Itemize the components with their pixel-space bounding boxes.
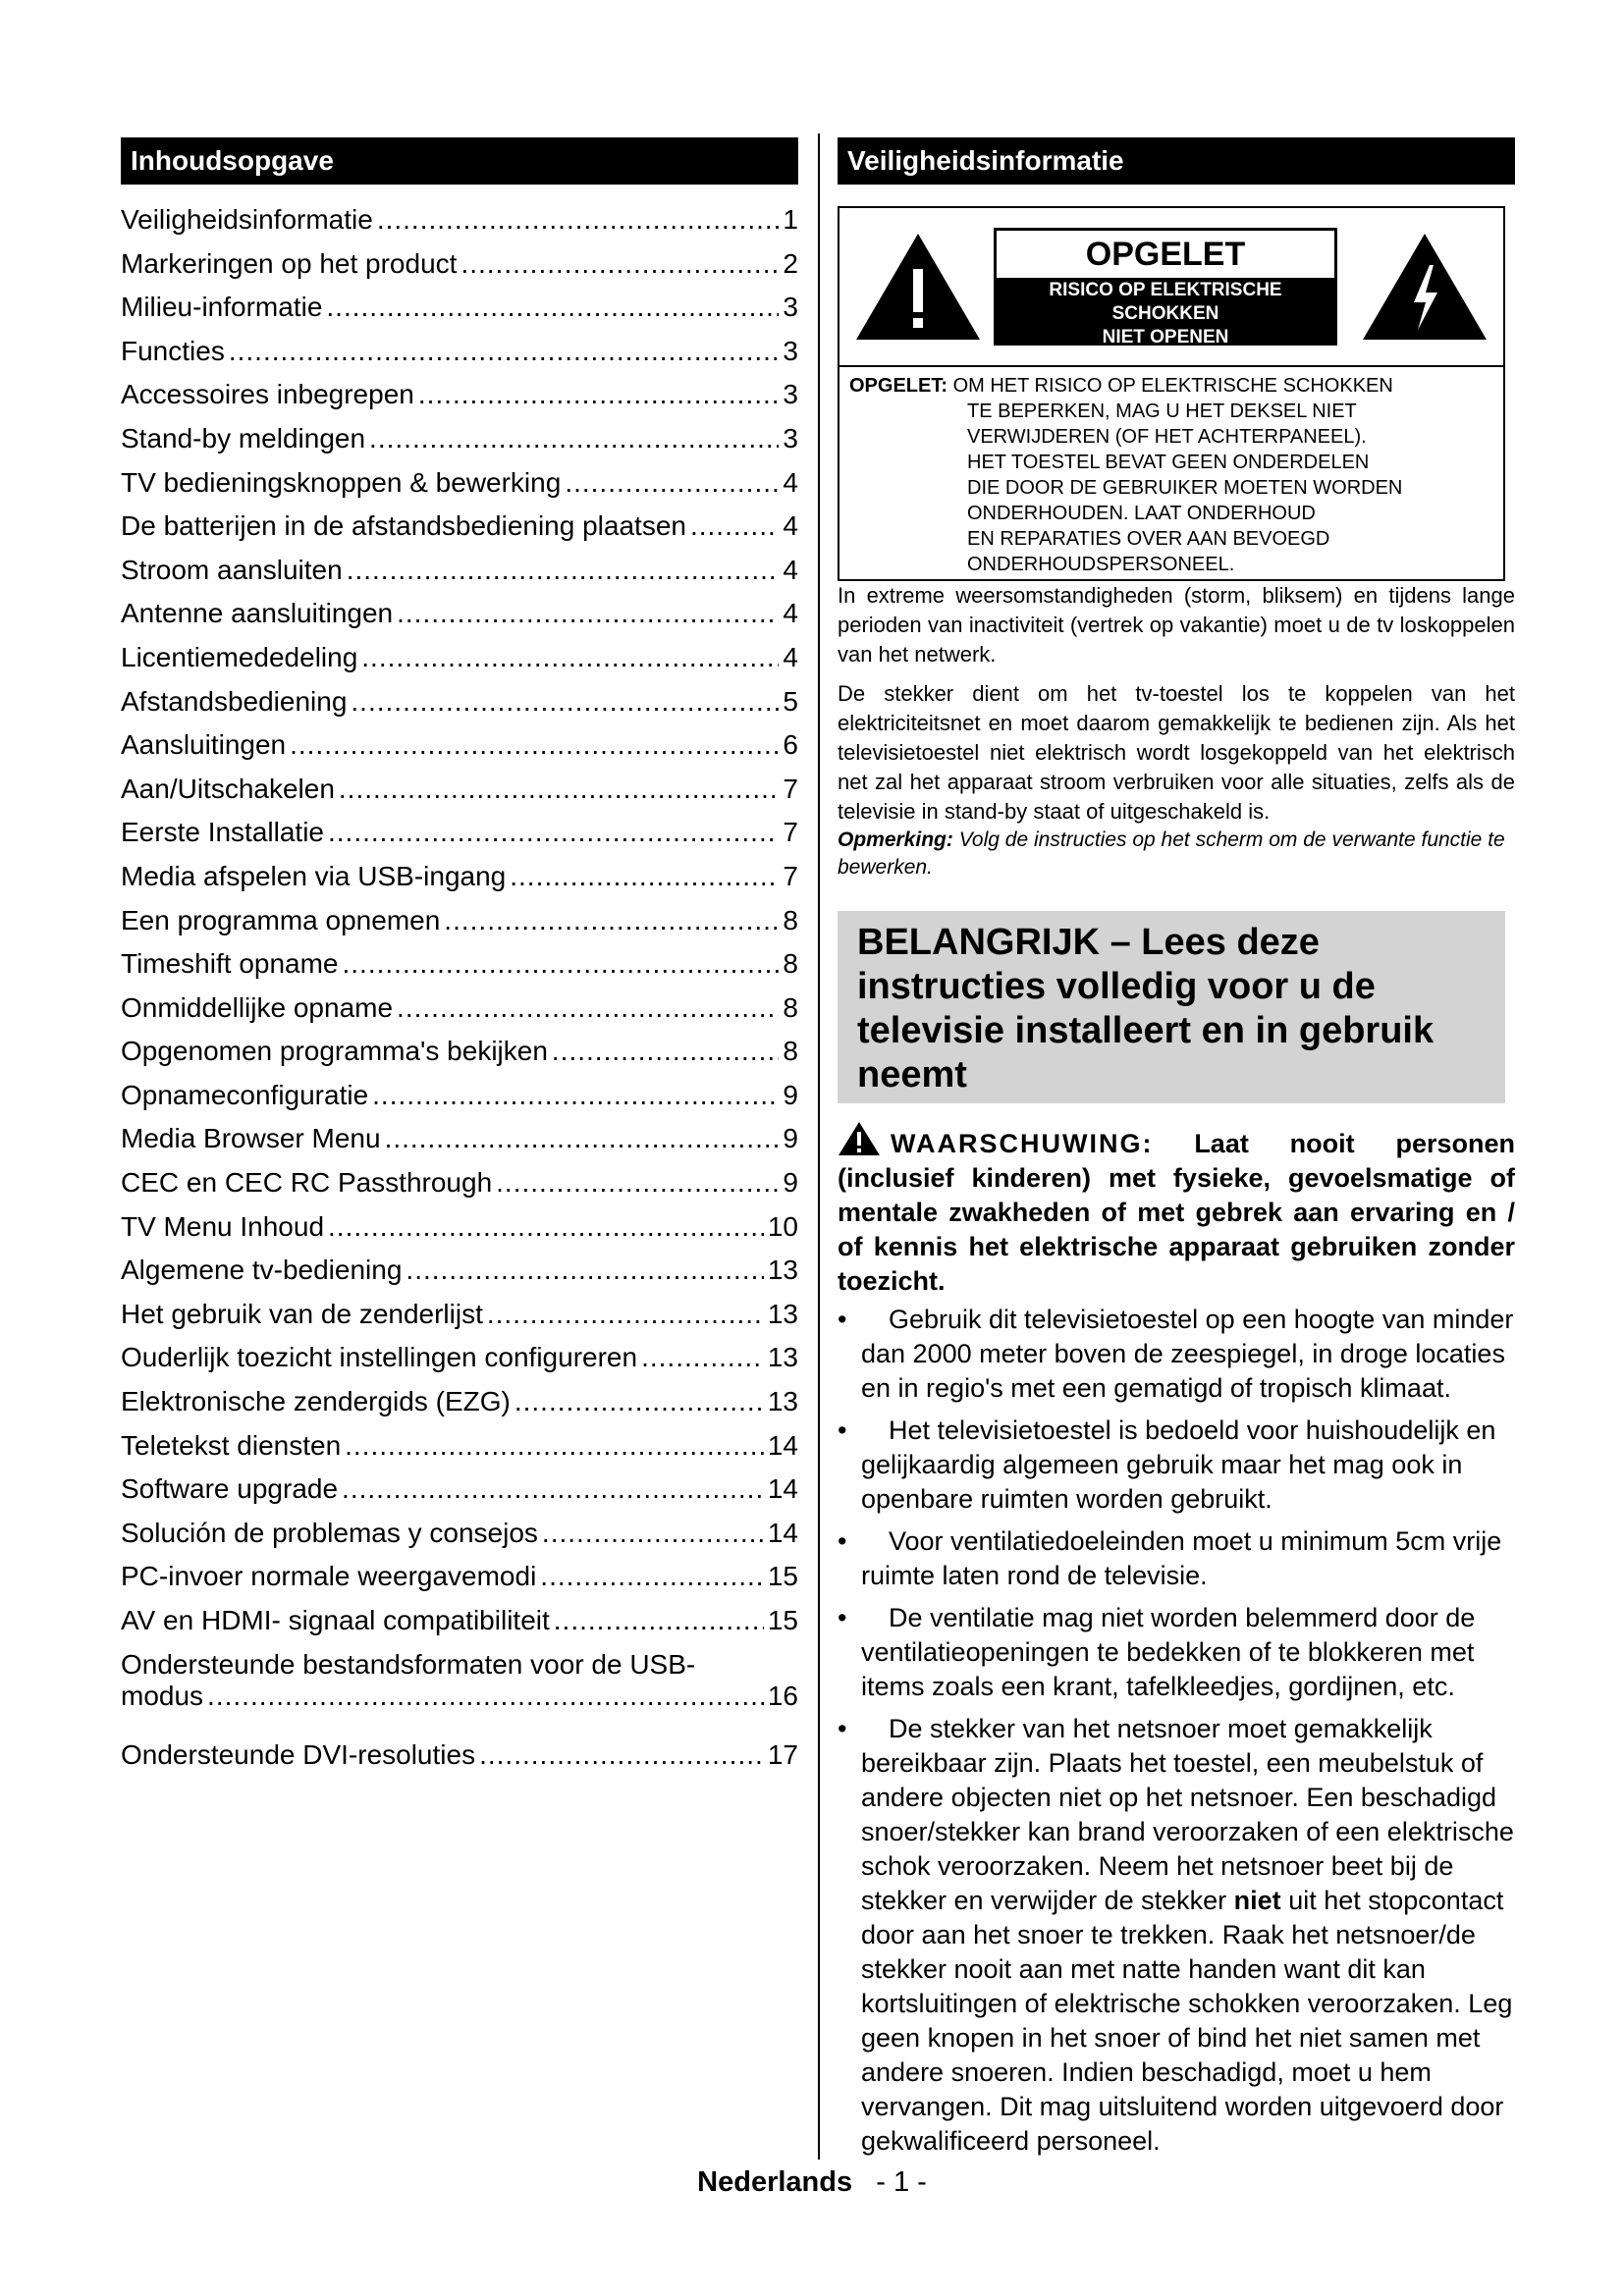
toc-leader-dots bbox=[406, 1255, 763, 1286]
toc-entry-label: modus bbox=[121, 1680, 204, 1711]
toc-entry-label: Aansluitingen bbox=[121, 729, 287, 761]
bullet-item: • De ventilatie mag niet worden belemmerd door de ventilatieopeningen te bedekken of te blokkeren met items zoals een krant, tafelkleedjes, gordijnen, etc. bbox=[838, 1603, 1476, 1701]
toc-entry-page: 14 bbox=[767, 1517, 798, 1548]
toc-entry[interactable] bbox=[121, 1211, 798, 1255]
caution-sub-3: NIET OPENEN bbox=[1102, 327, 1229, 347]
toc-entry-page: 17 bbox=[767, 1738, 798, 1770]
caution-sub-1: RISICO OP ELEKTRISCHE bbox=[1049, 280, 1282, 300]
toc-header: Inhoudsopgave bbox=[121, 137, 798, 185]
toc-entry[interactable] bbox=[121, 686, 798, 730]
toc-leader-dots bbox=[542, 1518, 764, 1549]
toc-entry[interactable] bbox=[121, 1386, 798, 1430]
footer-language: Nederlands bbox=[697, 2166, 853, 2198]
toc-entry-page: 2 bbox=[783, 247, 798, 279]
bullet-text: Het televisietoestel is bedoeld voor huishoudelijk en gelijkaardig algemeen gebruik maar het mag ook in openbare ruimten worden gebruikt. bbox=[861, 1415, 1496, 1514]
toc-entry-page: 13 bbox=[767, 1298, 798, 1329]
toc-leader-dots bbox=[444, 905, 779, 936]
toc-entry-page: 4 bbox=[783, 641, 798, 672]
bullet-item: • De stekker van het netsnoer moet gemakkelijk bereikbaar zijn. Plaats het toestel, een meubelstuk of andere objecten niet op het netsnoer. Een beschadigd snoer/stekker kan brand veroorzaken of een elektrische schok veroorzaken. Neem het netsnoer beet bij de stekker en verwijder de stekker niet uit het stopcontact door aan het snoer te trekken. Raak het netsnoer/de stekker nooit aan met natte handen want dit kan kortsluitingen of elektrische schokken veroorzaken. Leg geen knopen in het snoer of bind het niet samen met andere snoeren. Indien beschadigd, moet u hem vervangen. Dit mag uitsluitend worden uitgevoerd door gekwalificeerd personeel. bbox=[838, 1714, 1514, 2156]
toc-entry-page: 6 bbox=[783, 729, 798, 761]
toc-entry-label: Ondersteunde bestandsformaten voor de USB- bbox=[121, 1648, 696, 1680]
toc-entry[interactable] bbox=[121, 1167, 798, 1211]
toc-entry-label: Algemene tv-bediening bbox=[121, 1255, 403, 1286]
toc-entry-page: 9 bbox=[783, 1079, 798, 1110]
toc-entry-page: 8 bbox=[783, 991, 798, 1023]
toc-entry[interactable] bbox=[121, 1342, 798, 1386]
toc-leader-dots bbox=[369, 423, 779, 454]
toc-entry[interactable] bbox=[121, 248, 798, 293]
toc-entry[interactable] bbox=[121, 204, 798, 248]
exclamation-warning-icon bbox=[854, 232, 982, 342]
toc-entry[interactable] bbox=[121, 1080, 798, 1124]
bullet-text-a: De stekker van het netsnoer moet gemakkelijk bereikbaar zijn. Plaats het toestel, een meubelstuk of andere objecten niet op het netsnoer. Een beschadigd snoer/stekker kan brand veroorzaken of een elektrische schok veroorzaken. Neem het netsnoer beet bij de stekker en verwijder de stekker bbox=[861, 1714, 1514, 1915]
toc-entry-label: Elektronische zendergids (EZG) bbox=[121, 1386, 511, 1417]
toc-entry[interactable] bbox=[121, 1605, 798, 1649]
caution-line-6: ONDERHOUDEN. LAAT ONDERHOUD bbox=[967, 503, 1316, 524]
toc-leader-dots bbox=[351, 686, 779, 718]
bullet-item: • Het televisietoestel is bedoeld voor huishoudelijk en gelijkaardig algemeen gebruik maar het mag ook in openbare ruimten worden gebruikt. bbox=[838, 1415, 1496, 1514]
toc-entry[interactable] bbox=[121, 555, 798, 599]
toc-entry-page: 14 bbox=[767, 1473, 798, 1505]
toc-entry[interactable] bbox=[121, 774, 798, 818]
toc-entry-label: TV bedieningsknoppen & bewerking bbox=[121, 466, 562, 498]
toc-entry[interactable] bbox=[121, 1123, 798, 1167]
toc-entry-label: Een programma opnemen bbox=[121, 904, 441, 935]
toc-entry-label: Functies bbox=[121, 335, 225, 366]
important-banner: BELANGRIJK – Lees deze instructies volledig voor u de televisie installeert en in gebruik neemt bbox=[838, 911, 1505, 1103]
toc-entry[interactable] bbox=[121, 1255, 798, 1299]
toc-entry-page: 3 bbox=[783, 422, 798, 454]
toc-entry-page: 10 bbox=[767, 1210, 798, 1242]
toc-entry[interactable] bbox=[121, 1561, 798, 1605]
toc-entry-page: 4 bbox=[783, 466, 798, 498]
toc-entry-label: Media afspelen via USB-ingang bbox=[121, 860, 507, 891]
toc-leader-dots bbox=[347, 555, 780, 586]
toc-entry-label: Het gebruik van de zenderlijst bbox=[121, 1298, 483, 1329]
bullet-item: • Voor ventilatiedoeleinden moet u minimum 5cm vrije ruimte laten rond de televisie. bbox=[838, 1526, 1502, 1590]
toc-leader-dots bbox=[343, 948, 780, 980]
note-text: Volg de instructies op het scherm om de verwante functie te bewerken. bbox=[838, 828, 1505, 879]
toc-entry-label: Stand-by meldingen bbox=[121, 422, 366, 454]
toc-column bbox=[121, 137, 798, 1783]
toc-entry-page: 13 bbox=[767, 1386, 798, 1417]
caution-title: OPGELET bbox=[997, 231, 1334, 278]
caution-line-2: TE BEPERKEN, MAG U HET DEKSEL NIET bbox=[967, 400, 1357, 422]
safety-bullets bbox=[838, 1303, 1515, 2159]
toc-entry-page: 4 bbox=[783, 510, 798, 542]
toc-entry-label: PC-invoer normale weergavemodi bbox=[121, 1561, 537, 1592]
toc-entry-page: 3 bbox=[783, 379, 798, 410]
toc-entry[interactable] bbox=[121, 1518, 798, 1562]
toc-entry-label: AV en HDMI- signaal compatibiliteit bbox=[121, 1605, 550, 1635]
caution-text bbox=[839, 367, 1503, 577]
toc-leader-dots bbox=[345, 1430, 764, 1462]
toc-leader-dots bbox=[377, 204, 780, 236]
toc-entry-label: De batterijen in de afstandsbediening plaatsen bbox=[121, 510, 686, 542]
toc-leader-dots bbox=[418, 379, 780, 410]
toc-leader-dots bbox=[479, 1739, 764, 1771]
toc-entry-page: 4 bbox=[783, 554, 798, 585]
warning-paragraph bbox=[838, 1121, 1515, 1299]
bullet-item: • Gebruik dit televisietoestel op een hoogte van minder dan 2000 meter boven de zeespiegel, in droge locaties en in regio's met een gematigd of tropisch klimaat. bbox=[838, 1305, 1514, 1403]
toc-entry-label: Eerste Installatie bbox=[121, 817, 324, 848]
toc-entry[interactable] bbox=[121, 1036, 798, 1080]
toc-entry-label: Antenne aansluitingen bbox=[121, 598, 394, 629]
toc-entry[interactable] bbox=[121, 729, 798, 774]
warning-label: WAARSCHUWING: bbox=[891, 1129, 1154, 1158]
toc-entry[interactable] bbox=[121, 642, 798, 686]
toc-leader-dots bbox=[328, 1211, 764, 1243]
toc-entry-label: CEC en CEC RC Passthrough bbox=[121, 1167, 493, 1199]
toc-leader-dots bbox=[565, 467, 779, 499]
toc-leader-dots bbox=[328, 817, 779, 848]
toc-leader-dots bbox=[229, 336, 780, 367]
caution-line-7: EN REPARATIES OVER AAN BEVOEGD bbox=[967, 528, 1330, 550]
toc-leader-dots bbox=[460, 248, 779, 280]
bullet-text: Voor ventilatiedoeleinden moet u minimum 5cm vrije ruimte laten rond de televisie. bbox=[861, 1526, 1502, 1590]
note-paragraph bbox=[838, 827, 1515, 881]
footer-page-number: - 1 - bbox=[876, 2166, 927, 2198]
toc-entry-page: 13 bbox=[767, 1255, 798, 1286]
toc-entry[interactable] bbox=[121, 379, 798, 423]
page-footer bbox=[0, 2166, 1624, 2199]
toc-entry-page: 9 bbox=[783, 1167, 798, 1199]
toc-entry-label: Software upgrade bbox=[121, 1473, 339, 1505]
toc-entry-label: TV Menu Inhoud bbox=[121, 1210, 325, 1242]
toc-entry[interactable] bbox=[121, 598, 798, 642]
toc-entry-label: Aan/Uitschakelen bbox=[121, 773, 335, 804]
toc-leader-dots bbox=[554, 1605, 764, 1636]
toc-entry-label: Onmiddellijke opname bbox=[121, 991, 394, 1023]
bullet-text-bold: niet bbox=[1233, 1886, 1281, 1915]
toc-list bbox=[121, 204, 798, 1783]
caution-line-3: VERWIJDEREN (OF HET ACHTERPANEEL). bbox=[967, 426, 1367, 448]
storm-paragraph: In extreme weersomstandigheden (storm, bliksem) en tijdens lange perioden van inactiviteit (vertrek op vakantie) moet u de tv loskoppelen van het netwerk. bbox=[838, 583, 1515, 667]
toc-leader-dots bbox=[487, 1299, 764, 1330]
toc-entry[interactable] bbox=[121, 817, 798, 861]
toc-entry-label: Stroom aansluiten bbox=[121, 554, 343, 585]
toc-leader-dots bbox=[540, 1561, 764, 1592]
toc-entry-page: 8 bbox=[783, 904, 798, 935]
column-divider bbox=[818, 133, 820, 2160]
toc-leader-dots bbox=[207, 1681, 764, 1712]
warning-text: Laat nooit personen (inclusief kinderen) met fysieke, gevoelsmatige of mentale zwakheden of met gebrek aan ervaring en / of kennis het elektrische apparaat gebruiken zonder toezicht. bbox=[838, 1129, 1515, 1296]
toc-leader-dots bbox=[342, 1473, 764, 1505]
toc-leader-dots bbox=[641, 1342, 764, 1373]
toc-entry-label: Ondersteunde DVI-resoluties bbox=[121, 1738, 476, 1770]
toc-entry-label: Accessoires inbegrepen bbox=[121, 379, 414, 410]
toc-entry-label: Opgenomen programma's bekijken bbox=[121, 1036, 548, 1067]
caution-line-4: HET TOESTEL BEVAT GEEN ONDERDELEN bbox=[967, 452, 1370, 473]
toc-entry-page: 4 bbox=[783, 598, 798, 629]
toc-leader-dots bbox=[290, 729, 779, 761]
note-label: Opmerking: bbox=[838, 828, 953, 851]
toc-entry[interactable] bbox=[121, 1649, 798, 1739]
toc-entry-page: 15 bbox=[767, 1561, 798, 1592]
caution-line-1: OM HET RISICO OP ELEKTRISCHE SCHOKKEN bbox=[952, 375, 1393, 397]
toc-entry-label: Teletekst diensten bbox=[121, 1429, 342, 1461]
toc-entry-page: 7 bbox=[783, 817, 798, 848]
bullet-text-b: uit het stopcontact door aan het snoer te trekken. Raak het netsnoer/de stekker nooit aan met natte handen want dit kan kortsluitingen of elektrische schokken veroorzaken. Leg geen knopen in het snoer of bind het niet samen met andere snoeren. Indien beschadigd, moet u hem vervangen. Dit mag uitsluitend worden uitgevoerd door gekwalificeerd personeel. bbox=[861, 1886, 1513, 2156]
toc-leader-dots bbox=[385, 1123, 780, 1154]
lightning-warning-icon bbox=[1361, 232, 1489, 342]
toc-entry-label: Solución de problemas y consejos bbox=[121, 1517, 538, 1548]
toc-entry[interactable] bbox=[121, 510, 798, 555]
toc-leader-dots bbox=[339, 774, 780, 805]
toc-entry[interactable] bbox=[121, 1299, 798, 1343]
toc-entry[interactable] bbox=[121, 861, 798, 905]
caution-text-label: OPGELET: bbox=[849, 375, 948, 397]
toc-entry[interactable] bbox=[121, 336, 798, 380]
safety-column bbox=[838, 137, 1515, 2166]
safety-header: Veiligheidsinformatie bbox=[838, 137, 1515, 185]
toc-entry-label: Markeringen op het product bbox=[121, 247, 458, 279]
toc-entry-label: Timeshift opname bbox=[121, 948, 339, 980]
toc-entry-page: 14 bbox=[767, 1429, 798, 1461]
toc-leader-dots bbox=[326, 292, 779, 323]
toc-leader-dots bbox=[397, 992, 779, 1024]
caution-top bbox=[839, 208, 1503, 367]
toc-leader-dots bbox=[372, 1080, 779, 1111]
toc-entry-page: 3 bbox=[783, 292, 798, 323]
toc-entry-page: 9 bbox=[783, 1123, 798, 1154]
toc-entry[interactable] bbox=[121, 423, 798, 467]
warning-triangle-icon bbox=[838, 1121, 881, 1156]
toc-entry-page: 1 bbox=[783, 204, 798, 235]
caution-sub-2: SCHOKKEN bbox=[1111, 303, 1219, 324]
toc-entry-label: Ouderlijk toezicht instellingen configureren bbox=[121, 1342, 638, 1373]
toc-leader-dots bbox=[690, 510, 779, 542]
caution-label-block bbox=[994, 228, 1337, 346]
toc-entry-continued bbox=[121, 1681, 798, 1712]
toc-entry-label: Opnameconfiguratie bbox=[121, 1079, 369, 1110]
plug-paragraph: De stekker dient om het tv-toestel los te koppelen van het elektriciteitsnet en moet daarom gemakkelijk te bedienen zijn. Als het televisietoestel niet elektrisch wordt losgekoppeld van het elektrisch net zal het apparaat stroom verbruiken voor alle situaties, zelfs als de televisie in stand-by staat of uitgeschakeld is. bbox=[838, 681, 1515, 824]
toc-entry[interactable] bbox=[121, 992, 798, 1037]
toc-entry[interactable] bbox=[121, 467, 798, 511]
toc-entry-label: Milieu-informatie bbox=[121, 292, 323, 323]
toc-leader-dots bbox=[361, 642, 779, 673]
toc-entry-page: 7 bbox=[783, 860, 798, 891]
toc-entry-page: 13 bbox=[767, 1342, 798, 1373]
toc-leader-dots bbox=[510, 861, 779, 892]
toc-entry-label: Media Browser Menu bbox=[121, 1123, 381, 1154]
toc-entry[interactable] bbox=[121, 1430, 798, 1474]
toc-entry-page: 8 bbox=[783, 948, 798, 980]
toc-entry-page: 7 bbox=[783, 773, 798, 804]
bullet-text: Gebruik dit televisietoestel op een hoogte van minder dan 2000 meter boven de zeespiegel, in droge locaties en in regio's met een gematigd of tropisch klimaat. bbox=[861, 1305, 1514, 1403]
toc-leader-dots bbox=[552, 1036, 780, 1067]
caution-line-8: ONDERHOUDSPERSONEEL. bbox=[967, 554, 1235, 575]
toc-entry-label: Afstandsbediening bbox=[121, 685, 348, 717]
toc-entry-label: Veiligheidsinformatie bbox=[121, 204, 373, 235]
bullet-text: De ventilatie mag niet worden belemmerd door de ventilatieopeningen te bedekken of te blokkeren met items zoals een krant, tafelkleedjes, gordijnen, etc. bbox=[861, 1603, 1476, 1701]
toc-entry[interactable] bbox=[121, 1739, 798, 1784]
toc-entry-page: 16 bbox=[767, 1680, 798, 1711]
toc-entry-page: 15 bbox=[767, 1605, 798, 1635]
toc-entry-label: Licentiemededeling bbox=[121, 641, 358, 672]
caution-line-5: DIE DOOR DE GEBRUIKER MOETEN WORDEN bbox=[967, 477, 1403, 499]
toc-leader-dots bbox=[397, 598, 779, 629]
toc-entry-page: 3 bbox=[783, 335, 798, 366]
toc-leader-dots bbox=[514, 1386, 764, 1417]
toc-leader-dots bbox=[496, 1167, 779, 1199]
caution-box bbox=[838, 206, 1505, 581]
toc-entry[interactable] bbox=[121, 292, 798, 336]
toc-entry[interactable] bbox=[121, 948, 798, 992]
toc-entry[interactable] bbox=[121, 905, 798, 949]
toc-entry[interactable] bbox=[121, 1473, 798, 1518]
toc-entry-page: 8 bbox=[783, 1036, 798, 1067]
toc-entry-page: 5 bbox=[783, 685, 798, 717]
